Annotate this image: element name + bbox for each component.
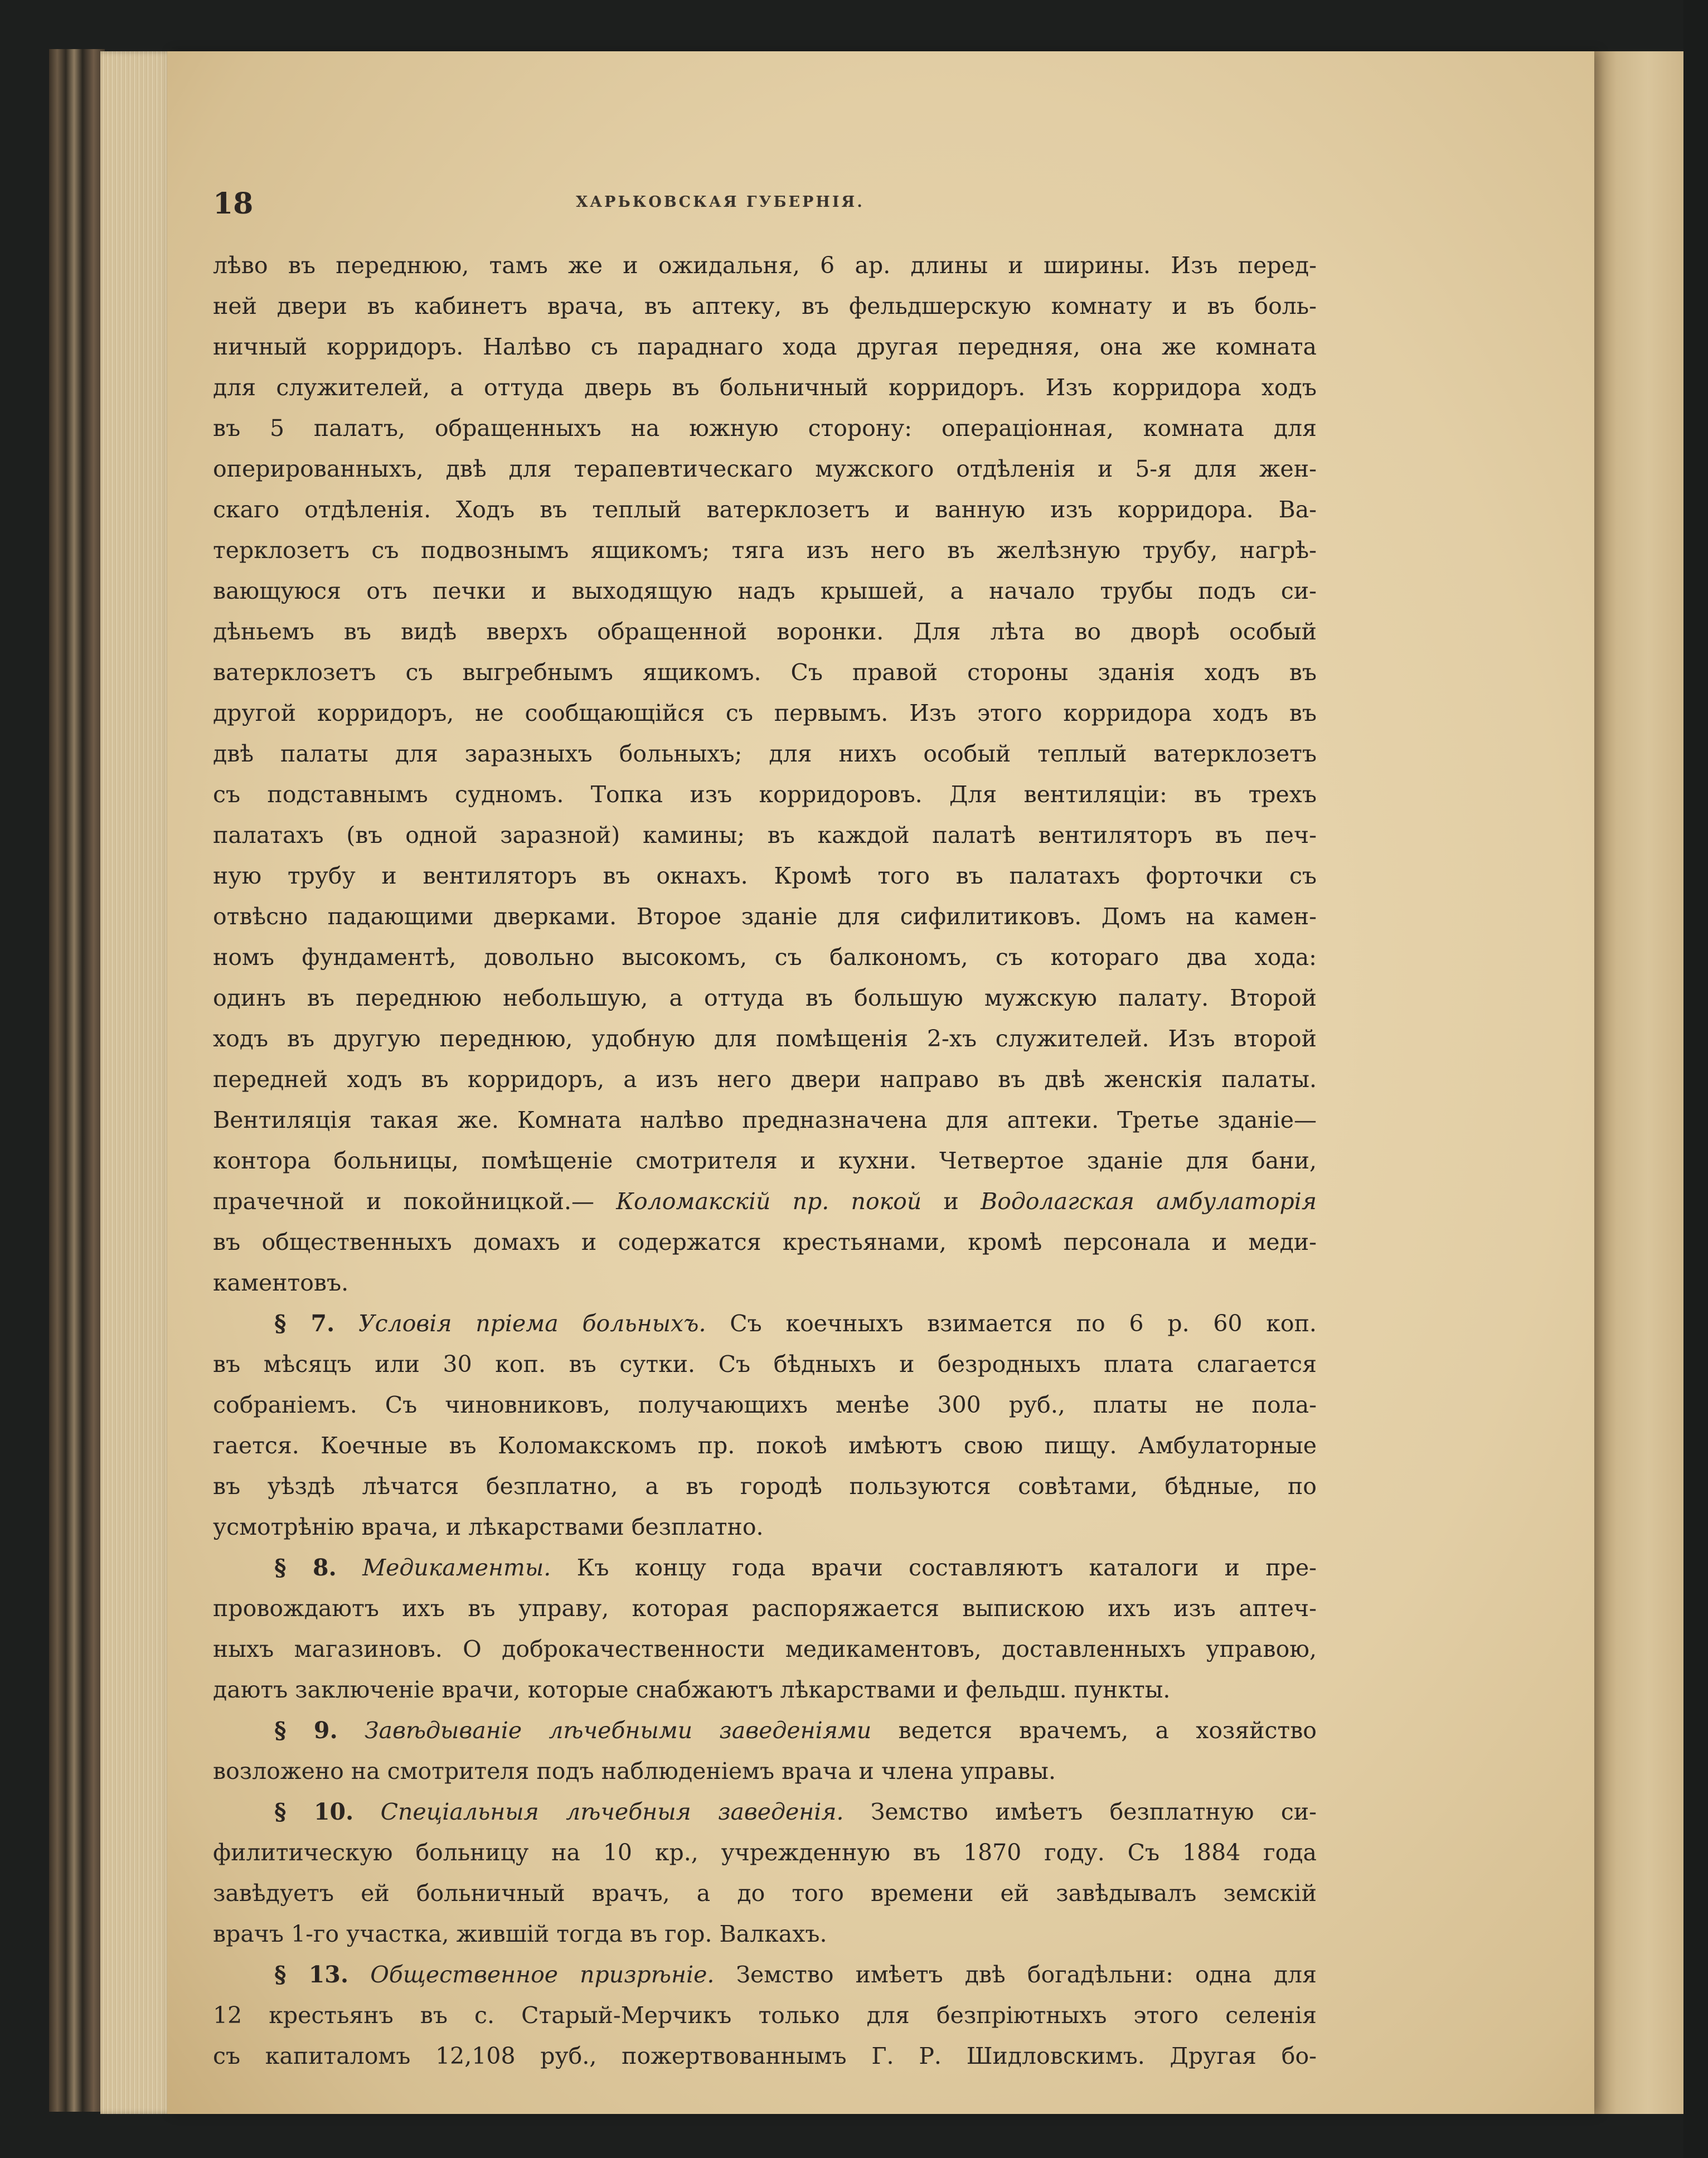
page-stack-edge [100, 51, 178, 2114]
text-line: собраніемъ. Съ чиновниковъ, получающихъ менѣе 300 руб., платы не пола- [213, 1391, 1317, 1418]
text-line: 12 крестьянъ въ с. Старый-Мерчикъ только для безпріютныхъ этого селенія [213, 2002, 1317, 2029]
section-8-heading [213, 1548, 1317, 1588]
section-10-heading [213, 1792, 1317, 1832]
facing-page-edge [1594, 51, 1683, 2114]
italic-run: Коломакскій пр. покой [616, 1188, 922, 1215]
text-line: двѣ палаты для заразныхъ больныхъ; для нихъ особый теплый ватерклозетъ [213, 740, 1317, 767]
text-line: лѣво въ переднюю, тамъ же и ожидальня, 6 ар. длины и ширины. Изъ перед- [213, 252, 1317, 279]
section-13-heading [213, 1955, 1317, 1995]
section-title: Медикаменты. [362, 1554, 551, 1581]
text-line: скаго отдѣленія. Ходъ въ теплый ватерклозетъ и ванную изъ корридора. Ва- [213, 496, 1317, 523]
text-line: каментовъ. [213, 1269, 349, 1296]
section-number: § 7. [274, 1310, 335, 1337]
section-number: § 8. [274, 1554, 337, 1581]
text-line: въ уѣздѣ лѣчатся безплатно, а въ городѣ пользуются совѣтами, бѣдные, по [213, 1473, 1317, 1500]
text-line: другой корридоръ, не сообщающійся съ первымъ. Изъ этого корридора ходъ въ [213, 700, 1317, 726]
text-line: контора больницы, помѣщеніе смотрителя и кухни. Четвертое зданіе для бани, [213, 1147, 1317, 1174]
section-first-line: Съ коечныхъ взимается по 6 р. 60 коп. [706, 1310, 1317, 1337]
text-line: съ капиталомъ 12,108 руб., пожертвованнымъ Г. Р. Шидловскимъ. Другая бо- [213, 2043, 1317, 2069]
text-line: возложено на смотрителя подъ наблюденіемъ врача и члена управы. [213, 1758, 1056, 1784]
text-line: для служителей, а оттуда дверь въ больничный корридоръ. Изъ корридора ходъ [213, 374, 1317, 401]
text-line: отвѣсно падающими дверками. Второе зданіе для сифилитиковъ. Домъ на камен- [213, 903, 1317, 930]
text-line: врачъ 1-го участка, жившій тогда въ гор. Валкахъ. [213, 1921, 827, 1947]
text-line: даютъ заключеніе врачи, которые снабжаютъ лѣкарствами и фельдш. пункты. [213, 1676, 1171, 1703]
text-line: въ общественныхъ домахъ и содержатся крестьянами, кромѣ персонала и меди- [213, 1229, 1317, 1255]
text-line: вающуюся отъ печки и выходящую надъ крышей, а начало трубы подъ си- [213, 578, 1317, 604]
text-line: дѣньемъ въ видѣ вверхъ обращенной воронки. Для лѣта во дворѣ особый [213, 618, 1317, 645]
text-line: въ 5 палатъ, обращенныхъ на южную сторону: операціонная, комната для [213, 415, 1317, 442]
text-line: гается. Коечные въ Коломакскомъ пр. покоѣ имѣютъ свою пищу. Амбулаторные [213, 1432, 1317, 1459]
section-title: Завѣдываніе лѣчебными заведеніями [364, 1717, 872, 1744]
text-line: провождаютъ ихъ въ управу, которая распоряжается выпискою ихъ изъ аптеч- [213, 1595, 1317, 1622]
text-line: ней двери въ кабинетъ врача, въ аптеку, въ фельдшерскую комнату и въ боль- [213, 293, 1317, 319]
page-body [213, 245, 1317, 2077]
text-line: оперированныхъ, двѣ для терапевтическаго мужского отдѣленія и 5-я для жен- [213, 455, 1317, 482]
section-number: § 13. [274, 1961, 349, 1988]
text-line: ныхъ магазиновъ. О доброкачественности медикаментовъ, доставленныхъ управою, [213, 1636, 1317, 1662]
text-run: прачечной и покойницкой.— [213, 1188, 617, 1215]
text-line-kolomak [213, 1181, 1317, 1222]
running-head: ХАРЬКОВСКАЯ ГУБЕРНІЯ. [576, 193, 865, 211]
text-line: въ мѣсяцъ или 30 коп. въ сутки. Съ бѣдныхъ и безродныхъ плата слагается [213, 1351, 1317, 1378]
section-number: § 10. [274, 1798, 354, 1825]
section-7-heading [213, 1303, 1317, 1344]
text-line: завѣдуетъ ей больничный врачъ, а до того времени ей завѣдывалъ земскій [213, 1880, 1317, 1907]
text-line: терклозетъ съ подвознымъ ящикомъ; тяга изъ него въ желѣзную трубу, нагрѣ- [213, 537, 1317, 564]
text-line: номъ фундаментѣ, довольно высокомъ, съ балкономъ, съ котораго два хода: [213, 944, 1317, 971]
italic-run: Водолагская амбулаторія [981, 1188, 1317, 1215]
section-number: § 9. [274, 1717, 338, 1744]
text-line: ватерклозетъ съ выгребнымъ ящикомъ. Съ правой стороны зданія ходъ въ [213, 659, 1317, 686]
text-run: и [921, 1188, 981, 1215]
text-line: ную трубу и вентиляторъ въ окнахъ. Кромѣ того въ палатахъ форточки съ [213, 862, 1317, 889]
text-line: ходъ въ другую переднюю, удобную для помѣщенія 2-хъ служителей. Изъ второй [213, 1025, 1317, 1052]
section-title: Общественное призрѣніе. [370, 1961, 715, 1988]
book-cover-edge [49, 49, 105, 2112]
section-first-line: ведется врачемъ, а хозяйство [871, 1717, 1317, 1744]
text-line: передней ходъ въ корридоръ, а изъ него двери направо въ двѣ женскія палаты. [213, 1066, 1317, 1093]
page-header [213, 187, 1116, 231]
text-line: палатахъ (въ одной заразной) камины; въ каждой палатѣ вентиляторъ въ печ- [213, 822, 1317, 848]
section-title: Условія пріема больныхъ. [358, 1310, 706, 1337]
section-9-heading [213, 1710, 1317, 1751]
text-line: съ подставнымъ судномъ. Топка изъ корридоровъ. Для вентиляціи: въ трехъ [213, 781, 1317, 808]
page-number: 18 [213, 187, 254, 221]
text-line: ничный корридоръ. Налѣво съ параднаго хода другая передняя, она же комната [213, 333, 1317, 360]
text-line: филитическую больницу на 10 кр., учрежденную въ 1870 году. Съ 1884 года [213, 1839, 1317, 1866]
text-line: одинъ въ переднюю небольшую, а оттуда въ большую мужскую палату. Второй [213, 985, 1317, 1011]
section-title: Спеціальныя лѣчебныя заведенія. [380, 1798, 844, 1825]
section-first-line: Къ концу года врачи составляютъ каталоги и пре- [551, 1554, 1317, 1581]
background-right [1683, 0, 1708, 2158]
text-line: Вентиляція такая же. Комната налѣво предназначена для аптеки. Третье зданіе— [213, 1107, 1317, 1133]
text-line: усмотрѣнію врача, и лѣкарствами безплатно. [213, 1514, 764, 1540]
section-first-line: Земство имѣетъ двѣ богадѣльни: одна для [714, 1961, 1317, 1988]
section-first-line: Земство имѣетъ безплатную си- [843, 1798, 1317, 1825]
